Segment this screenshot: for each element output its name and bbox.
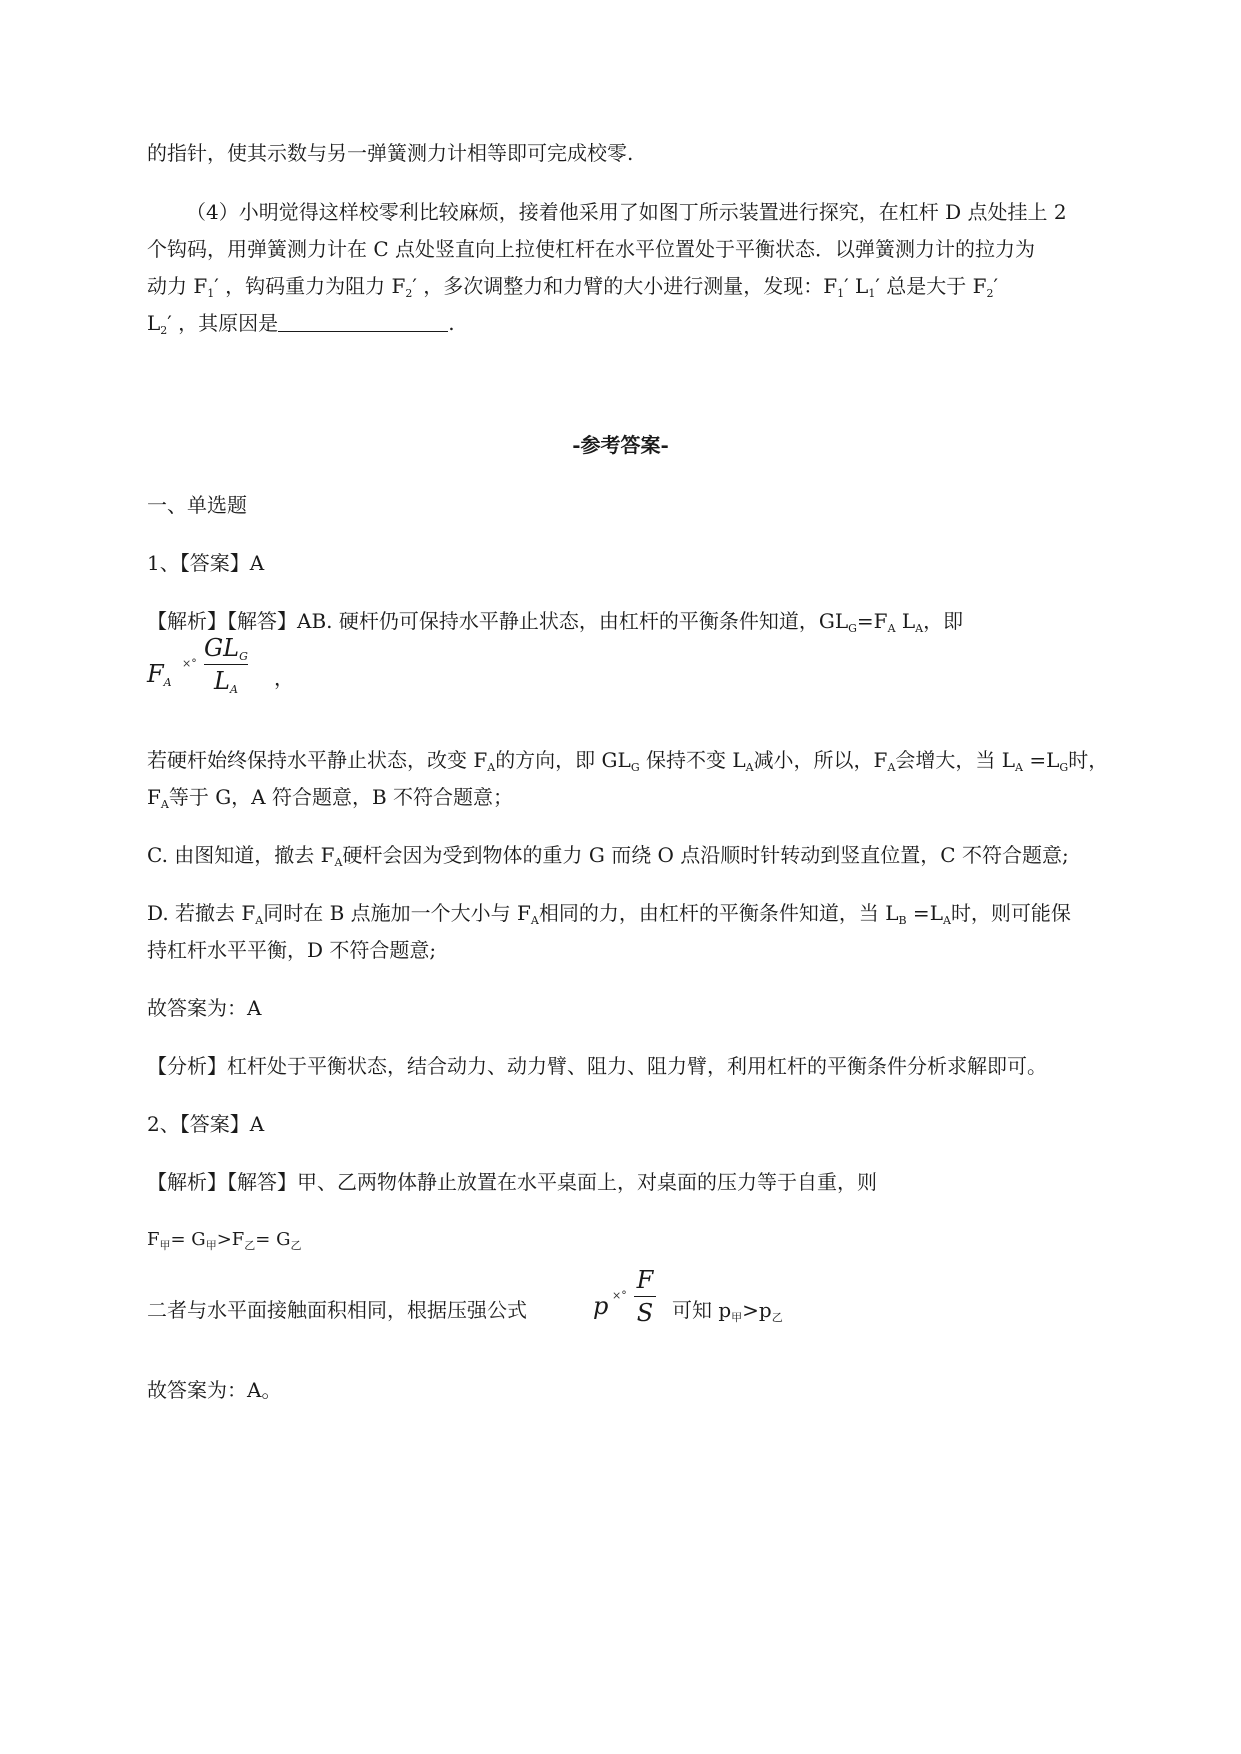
answer-2-analysis: 【解析】【解答】甲、乙两物体静止放置在水平桌面上，对桌面的压力等于自重，则 xyxy=(147,1170,877,1194)
answer-1-summary: 【分析】杠杆处于平衡状态，结合动力、动力臂、阻力、阻力臂，利用杠杆的平衡条件分析求解即可。 xyxy=(147,1054,1047,1078)
answer-2-formula-intro: 二者与水平面接触面积相同，根据压强公式 xyxy=(147,1298,527,1322)
answer-title: -参考答案- xyxy=(572,433,669,457)
formula-lhs: p xyxy=(593,1292,609,1320)
answer-1-para-1: 若硬杆始终保持水平静止状态，改变 $F_A$的方向，即 $GL_G$ 保持不变 $L_A$减小，所以，$F_A$会增大，当 $L_A =L_G$时， xyxy=(147,748,1109,774)
formula-tail: ， xyxy=(274,666,294,690)
answer-2-final: 故答案为：A。 xyxy=(147,1378,282,1402)
answer-1-option-d-cont: 持杠杆水平平衡，D 不符合题意; xyxy=(147,938,437,962)
answer-2-head: 2、【答案】A xyxy=(147,1112,265,1136)
question-4-line-2: 个钩码，用弹簧测力计在 C 点处竖直向上拉使杠杆在水平位置处于平衡状态．以弹簧测力计的拉力为 xyxy=(147,237,1036,261)
answer-1-final: 故答案为：A xyxy=(147,996,262,1020)
answer-2-equation: $F_甲= G_甲>F_乙= G_乙$ xyxy=(147,1229,302,1252)
answer-1-head: 1、【答案】A xyxy=(147,551,265,575)
question-4-line-3: 动力 $F_1'$ ，钩码重力为阻力 $F_2'$ ，多次调整力和力臂的大小进行测量，发现：$F_1'$ $L_1'$ 总是大于 $F_2'$ xyxy=(147,274,999,300)
answer-1-option-c: C. 由图知道，撤去 $F_A$硬杆会因为受到物体的重力 G 而绕 O 点沿顺时针转动到竖直位置，C 不符合题意; xyxy=(147,843,1069,869)
formula-lhs: $F_A$ xyxy=(147,660,172,689)
equals-glyph: ×° xyxy=(612,1289,627,1302)
paragraph-end: 的指针，使其示数与另一弹簧测力计相等即可完成校零. xyxy=(147,141,634,165)
question-4-line-4: $L_2'$ ，其原因是 . xyxy=(147,311,455,337)
answer-1-para-2: $F_A$等于 G，A 符合题意，B 不符合题意； xyxy=(147,785,514,811)
answer-1-option-d: D. 若撤去 $F_A$同时在 B 点施加一个大小与 $F_A$相同的力，由杠杆的平衡条件知道，当 $L_B =L_A$时，则可能保 xyxy=(147,901,1071,927)
formula-fraction: F S xyxy=(634,1266,656,1327)
section-heading: 一、单选题 xyxy=(147,493,247,517)
answer-blank[interactable] xyxy=(278,309,448,332)
equals-glyph: ×° xyxy=(182,657,197,670)
answer-1-analysis: 【解析】【解答】AB. 硬杆仍可保持水平静止状态，由杠杆的平衡条件知道，$GL_G=F_A$ $L_A$，即 xyxy=(147,609,964,635)
question-4-line-1: （4）小明觉得这样校零利比较麻烦，接着他采用了如图丁所示装置进行探究，在杠杆 D 点处挂上 2 xyxy=(186,200,1067,224)
formula-fraction: $GL_G$ $L_A$ xyxy=(204,634,248,696)
answer-2-conclusion: 可知 $p_甲>p_乙$ xyxy=(672,1298,783,1324)
